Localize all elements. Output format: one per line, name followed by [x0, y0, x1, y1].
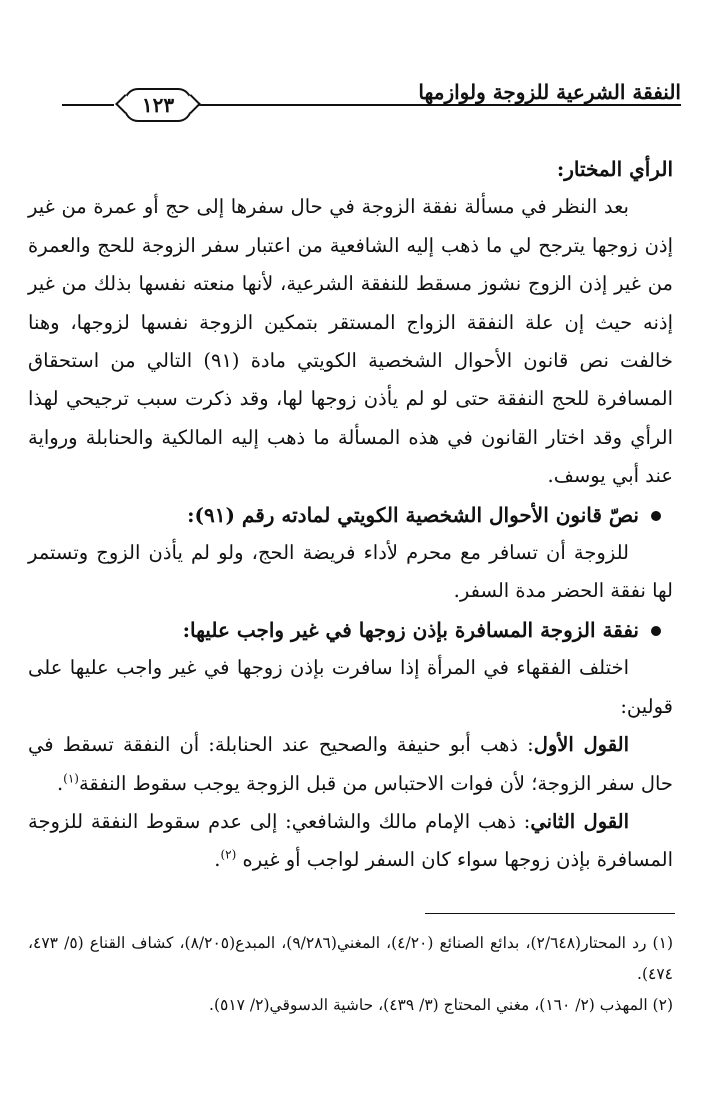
bullet-heading-text: نفقة الزوجة المسافرة بإذن زوجها في غير واجب عليها:	[182, 617, 639, 642]
bullet-icon	[651, 511, 661, 521]
opinion-paragraph: القول الثاني: ذهب الإمام مالك والشافعي: إلى عدم سقوط النفقة للزوجة المسافرة بإذن زوجها سواء كان السفر لواجب أو غيره $^{(٢)}$.	[28, 809, 673, 872]
running-title: النفقة الشرعية للزوجة ولوازمها	[418, 80, 681, 104]
bullet-icon	[651, 626, 661, 636]
bullet-heading	[28, 611, 673, 649]
footnote: (١) رد المحتار(٢/٦٤٨)، بدائع الصنائع (٤/٢٠)، المغني(٩/٢٨٦)، المبدع(٨/٢٠٥)، كشاف القناع (٥/ ٤٧٣، ٤٧٤).	[28, 934, 673, 983]
footnote-ref: (٢)	[220, 847, 237, 862]
opinion-text: : ذهب أبو حنيفة والصحيح عند الحنابلة: أن النفقة تسقط في حال سفر الزوجة؛ لأن فوات الاحتباس من قبل الزوجة يوجب سقوط النفقة	[28, 733, 673, 795]
opinion-label: القول الأول	[533, 733, 629, 757]
main-text	[28, 150, 673, 880]
opinion-label: القول الثاني	[530, 809, 629, 833]
footnote-separator	[425, 913, 675, 914]
bullet-heading-text: نصّ قانون الأحوال الشخصية الكويتي لمادته رقم (٩١):	[187, 502, 639, 527]
footnote: (٢) المهذب (٢/ ١٦٠)، مغني المحتاج (٣/ ٤٣٩)، حاشية الدسوقي(٢/ ٥١٧).	[209, 996, 673, 1014]
opinion-text: : ذهب الإمام مالك والشافعي: إلى عدم سقوط النفقة للزوجة المسافرة بإذن زوجها سواء كان السفر لواجب أو غيره	[28, 809, 673, 872]
footnotes	[28, 928, 673, 1021]
paragraph: للزوجة أن تسافر مع محرم لأداء فريضة الحج، ولو لم يأذن الزوج وتستمر لها نفقة الحضر مدة السفر.	[28, 541, 673, 603]
bullet-heading	[28, 496, 673, 534]
page-number: ١٢٣	[124, 88, 192, 122]
paragraph: اختلف الفقهاء في المرأة إذا سافرت بإذن زوجها في غير واجب عليها على قولين:	[28, 656, 673, 718]
opinion-paragraph: القول الأول: ذهب أبو حنيفة والصحيح عند الحنابلة: أن النفقة تسقط في حال سفر الزوجة؛ لأن فوات الاحتباس من قبل الزوجة يوجب سقوط النفقة$^{(١)}$.	[28, 733, 673, 795]
footnote-ref: (١)	[63, 771, 79, 785]
section-heading: الرأي المختار:	[556, 157, 673, 181]
paragraph: بعد النظر في مسألة نفقة الزوجة في حال سفرها إلى حج أو عمرة من غير إذن زوجها يترجح لي ما ذهب إليه الشافعية من اعتبار سفر الزوجة للحج والعمرة من غير إذن الزوج نشوز مسقط للنفقة الشرعية، لأنها منعته نفسها بذلك من غير إذنه حيث إن علة النفقة الزواج المستقر بتمكين الزوجة نفسها لزوجها، وهنا خالفت نص قانون الأحوال الشخصية الكويتي مادة (٩١) التالي من استحقاق المسافرة للحج النفقة حتى لو لم يأذن زوجها لها، وقد ذكرت سبب ترجيحي لهذا الرأي وقد اختار القانون في هذه المسألة ما ذهب إليه المالكية والحنابلة ورواية عند أبي يوسف.	[28, 195, 673, 488]
running-header	[62, 72, 681, 116]
